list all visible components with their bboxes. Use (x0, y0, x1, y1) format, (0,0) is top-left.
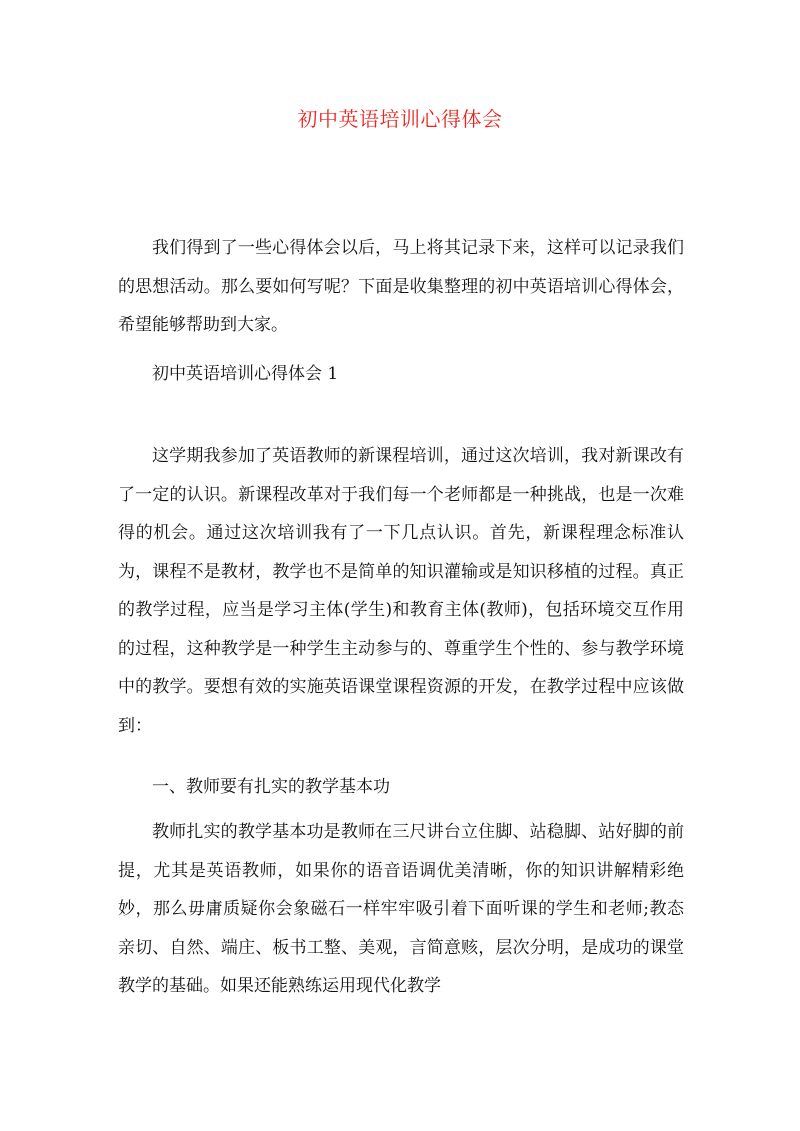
body-paragraph-2: 教师扎实的教学基本功是教师在三尺讲台立住脚、站稳脚、站好脚的前提，尤其是英语教师，如果你的语音语调优美清晰，你的知识讲解精彩绝妙，那么毋庸质疑你会象磁石一样牢牢吸引着下面听课的学生和老师;教态亲切、自然、端庄、板书工整、美观，言简意赅，层次分明，是成功的课堂教学的基础。如果还能熟练运用现代化教学 (118, 822, 684, 996)
section-heading: 一、教师要有扎实的教学基本功 (152, 777, 390, 797)
body-paragraph: 这学期我参加了英语教师的新课程培训，通过这次培训，我对新课改有了一定的认识。新课程改革对于我们每一个老师都是一种挑战，也是一次难得的机会。通过这次培训我有了一下几点认识。首先，新课程理念标准认为，课程不是教材，教学也不是简单的知识灌输或是知识移植的过程。真正的教学过程，应当是学习主体(学生)和教育主体(教师)，包括环境交互作用的过程，这种教学是一种学生主动参与的、尊重学生个性的、参与教学环境中的教学。要想有效的实施英语课堂课程资源的开发，在教学过程中应该做到： (118, 446, 684, 736)
intro-paragraph: 我们得到了一些心得体会以后，马上将其记录下来，这样可以记录我们的思想活动。那么要如何写呢？下面是收集整理的初中英语培训心得体会，希望能够帮助到大家。 (118, 238, 684, 335)
section-subtitle: 初中英语培训心得体会 1 (152, 364, 339, 384)
document-title: 初中英语培训心得体会 (297, 107, 503, 131)
